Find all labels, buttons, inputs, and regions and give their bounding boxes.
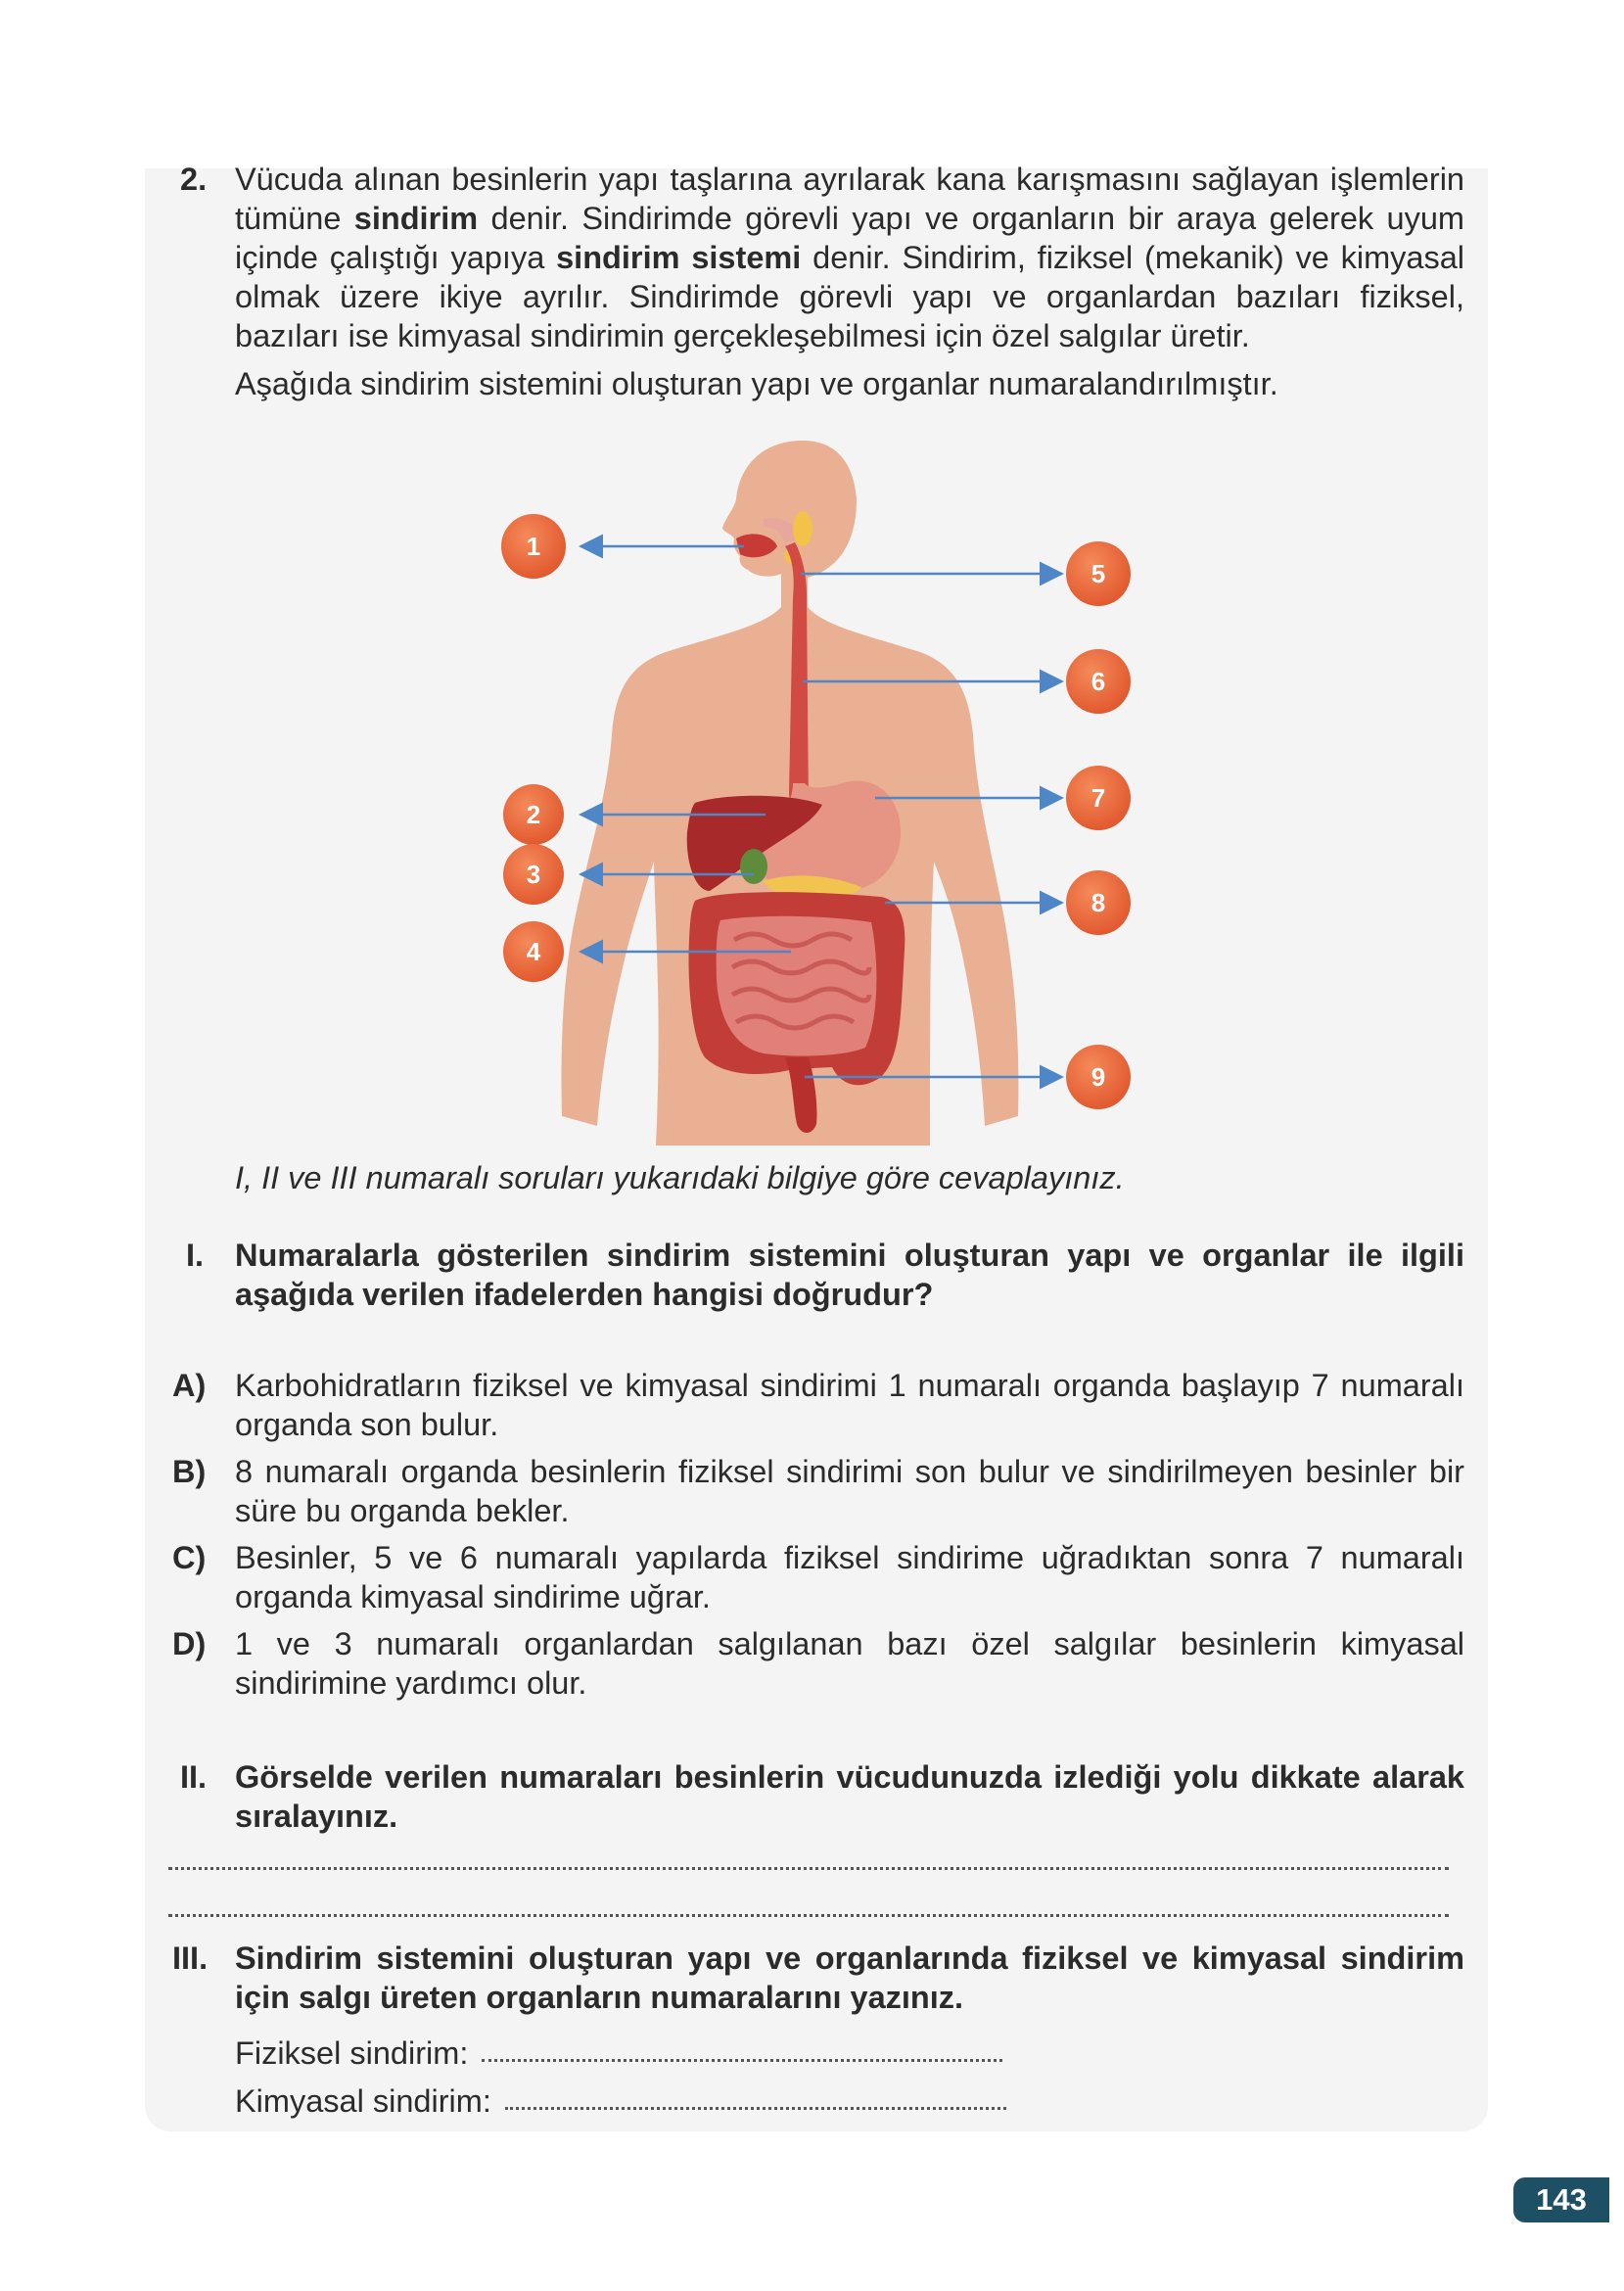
option-a-text: Karbohidratların fiziksel ve kimyasal sindirimi 1 numaralı organda başlayıp 7 numaralı organda son bulur. [235,1368,1464,1442]
chemical-digestion-label: Kimyasal sindirim: [235,2083,491,2119]
marker-6 [1066,649,1131,714]
answer-line-2[interactable] [168,1914,1449,1917]
digestive-system-diagram [470,431,1175,1146]
option-d-text: 1 ve 3 numaralı organlardan salgılanan bazı özel salgılar besinlerin kimyasal sindirimine yardımcı olur. [235,1626,1464,1701]
marker-2 [503,784,564,845]
digestive-organs [687,511,905,1133]
physical-digestion-answer-line[interactable] [482,2059,1002,2062]
svg-text:1: 1 [526,532,541,561]
instruction-text: I, II ve III numaralı soruları yukarıdaki bilgiye göre cevaplayınız. [235,1160,1125,1195]
marker-7 [1066,766,1131,830]
svg-text:6: 6 [1090,667,1106,696]
option-b-letter: B) [172,1454,207,1489]
svg-text:9: 9 [1090,1062,1106,1092]
option-d-letter: D) [172,1626,207,1661]
option-c-text: Besinler, 5 ve 6 numaralı yapılarda fiziksel sindirime uğradıktan sonra 7 numaralı organda kimyasal sindirime uğrar. [235,1540,1464,1614]
page-number-badge: 143 [1513,2177,1609,2222]
svg-text:7: 7 [1090,783,1106,813]
marker-5 [1066,541,1131,606]
q2-label: II. [180,1759,208,1795]
marker-9 [1066,1045,1131,1109]
svg-text:5: 5 [1090,559,1106,588]
diagram-intro: Aşağıda sindirim sistemini oluşturan yapı ve organlar numaralandırılmıştır. [235,366,1278,401]
q1-label: I. [186,1238,205,1273]
option-a-letter: A) [172,1368,207,1403]
intro-paragraph: Vücuda alınan besinlerin yapı taşlarına ayrılarak kana karışmasını sağlayan işlemlerin tümüne sindirim denir. Sindirimde görevli yapı ve organların bir araya gelerek uyum içinde çalıştığı yapıya sindirim sistemi denir. Sindirim, fiziksel (mekanik) ve kimyasal olmak üzere ikiye ayrılır. Sindirimde görevli yapı ve organlardan bazıları fiziksel, bazıları ise kimyasal sindirimin gerçekleşebilmesi için özel salgılar üretir. [235,162,1465,353]
marker-4 [503,921,564,982]
q2-text: Görselde verilen numaraları besinlerin vücudunuzda izlediği yolu dikkate alarak sıralayınız. [235,1759,1464,1834]
question-number: 2. [180,162,208,197]
physical-digestion-label: Fiziksel sindirim: [235,2035,469,2071]
svg-text:8: 8 [1090,888,1106,917]
svg-text:2: 2 [526,800,541,829]
marker-3 [503,844,564,905]
option-b-text: 8 numaralı organda besinlerin fiziksel sindirimi son bulur ve sindirilmeyen besinler bir süre bu organda bekler. [235,1454,1464,1528]
q3-label: III. [172,1940,209,1976]
chemical-digestion-answer-line[interactable] [505,2107,1006,2110]
svg-text:3: 3 [526,860,541,889]
marker-8 [1066,870,1131,935]
term-sindirim-sistemi: sindirim sistemi [556,240,802,275]
svg-text:4: 4 [526,937,541,966]
q3-text: Sindirim sistemini oluşturan yapı ve organlarında fiziksel ve kimyasal sindirim için salgı üreten organların numaralarını yazınız. [235,1940,1464,2015]
answer-line-1[interactable] [168,1867,1449,1870]
term-sindirim: sindirim [353,201,479,236]
option-c-letter: C) [172,1540,207,1575]
marker-1 [501,514,566,579]
q1-text: Numaralarla gösterilen sindirim sistemini oluşturan yapı ve organlar ile ilgili aşağıda verilen ifadelerden hangisi doğrudur? [235,1238,1464,1312]
